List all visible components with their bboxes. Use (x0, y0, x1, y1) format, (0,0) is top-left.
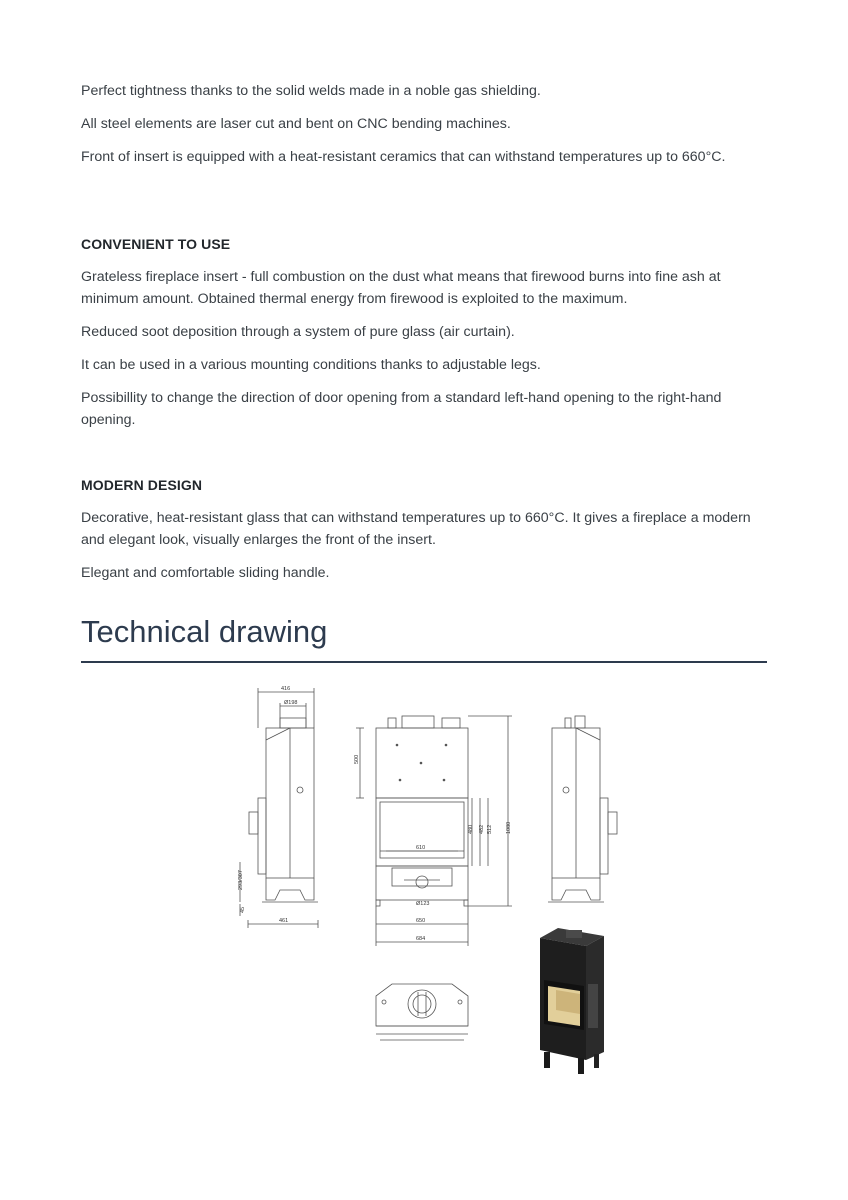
top-view (376, 984, 468, 1040)
convenient-paragraph-2: Reduced soot deposition through a system of pure glass (air curtain). (81, 324, 515, 340)
dim-198: Ø198 (284, 700, 298, 706)
dim-45: 45 (240, 906, 246, 913)
dim-1080: 1080 (506, 821, 512, 834)
intro-paragraph-3: Front of insert is equipped with a heat-resistant ceramics that can withstand temperatures up to 660°C. (81, 149, 726, 165)
modern-paragraph-2: Elegant and comfortable sliding handle. (81, 565, 330, 581)
side-view-left (240, 688, 318, 928)
dim-123: Ø123 (416, 901, 430, 907)
dim-482: 482 (479, 824, 485, 834)
convenient-paragraph-3: It can be used in a various mounting conditions thanks to adjustable legs. (81, 357, 541, 373)
dim-684: 684 (416, 936, 426, 942)
convenient-paragraph-4: Possibillity to change the direction of door opening from a standard left-hand opening to the right-hand opening. (81, 390, 722, 428)
dim-416: 416 (281, 686, 291, 692)
side-view-right (548, 716, 617, 902)
dim-512: 512 (487, 824, 493, 834)
dim-461: 461 (279, 918, 289, 924)
fireplace-3d-render (540, 928, 604, 1074)
dim-610: 610 (416, 845, 426, 851)
intro-paragraph-2: All steel elements are laser cut and bent on CNC bending machines. (81, 116, 511, 132)
section-heading-convenient: CONVENIENT TO USE (81, 236, 231, 252)
section-heading-modern: MODERN DESIGN (81, 477, 203, 493)
dim-480: 480 (468, 824, 474, 834)
dim-500: 500 (354, 754, 360, 764)
modern-paragraph-1: Decorative, heat-resistant glass that can withstand temperatures up to 660°C. It gives a fireplace a modern and elegant look, visually enlarges the front of the insert. (81, 510, 751, 548)
convenient-paragraph-1: Grateless fireplace insert - full combustion on the dust what means that firewood burns into fine ash at minimum amount. Obtained thermal energy from firewood is exploited to the maximum. (81, 269, 721, 307)
intro-paragraph-1: Perfect tightness thanks to the solid welds made in a noble gas shielding. (81, 83, 541, 99)
dim-650: 650 (416, 918, 426, 924)
technical-drawing-title: Technical drawing (81, 614, 328, 649)
dim-293-307: 293/307 (238, 870, 244, 890)
